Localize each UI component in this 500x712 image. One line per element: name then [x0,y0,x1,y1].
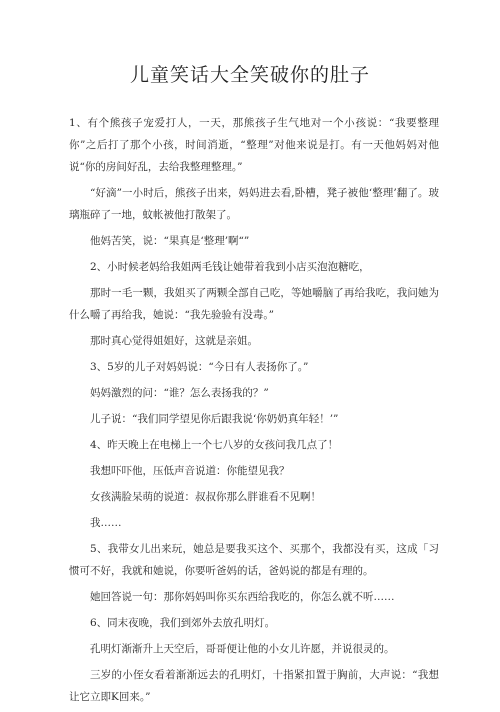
paragraph: 女孩满脸呆萌的说道：叔叔你那么胖谁看不见啊！ [90,491,321,503]
document-body [69,112,439,712]
paragraph: 那时真心觉得姐姐好，这就是亲姐。 [90,335,258,347]
paragraph: 3、5岁的儿子对妈妈说：“今日有人表扬你了。” [90,361,309,373]
paragraph: 三岁的小侄女看着渐渐远去的孔明灯，十指紧扣置于胸前，大声说：“我想让它立即K回来。” [69,669,439,703]
paragraph: 孔明灯渐渐升上天空后，哥哥便让他的小女儿许愿，并说很灵的。 [90,643,395,655]
paragraph: 2、小时候老妈给我姐两毛钱让她带着我到小店买泡泡糖吃， [90,261,370,273]
paragraph: 妈妈激烈的问：“谁？怎么表扬我的？” [90,387,269,399]
paragraph: 那时一毛一颗，我姐买了两颗全部自己吃，等她嚼脑了再给我吃，我问她为什么嚼了再给我，她说：“我先验验有没毒。” [69,287,439,321]
paragraph: “好滴”一小时后，熊孩子出来，妈妈进去看,卧槽，凳子被他‘整理’翻了。玻璃瓶碎了一地，蚊帐被他打散架了。 [69,187,439,221]
document-title: 儿童笑话大全笑破你的肚子 [129,64,370,86]
paragraph: 我想吓吓他，压低声音说道：你能望见我？ [90,465,290,477]
paragraph: 儿子说：“我们同学望见你后跟我说‘你奶奶真年轻！’” [90,413,339,425]
paragraph: 1、有个熊孩子宠爱打人，一天，那熊孩子生气地对一个小孩说：“我要整理你”之后打了那个小孩，时间消逝，“整理”对他来说是打。有一天他妈妈对他说“你的房间好乱，去给我整理整理。” [69,117,439,173]
paragraph: 6、同末夜晚，我们到郊外去放孔明灯。 [90,617,276,629]
paragraph: 我…… [90,517,122,529]
paragraph: 5、我带女儿出来玩，她总是要我买这个、买那个，我都没有买，这成「习惯可不好，我就和她说，你要听爸妈的话，爸妈说的都是有理的。 [69,543,439,577]
paragraph: 她回答说一句：那你妈妈叫你买东西给我吃的，你怎么就不听…… [90,591,395,603]
paragraph: 4、昨天晚上在电梯上一个七八岁的女孩问我几点了！ [90,439,339,451]
paragraph: 他妈苦笑，说：“果真是‘整理’啊“” [90,235,250,247]
